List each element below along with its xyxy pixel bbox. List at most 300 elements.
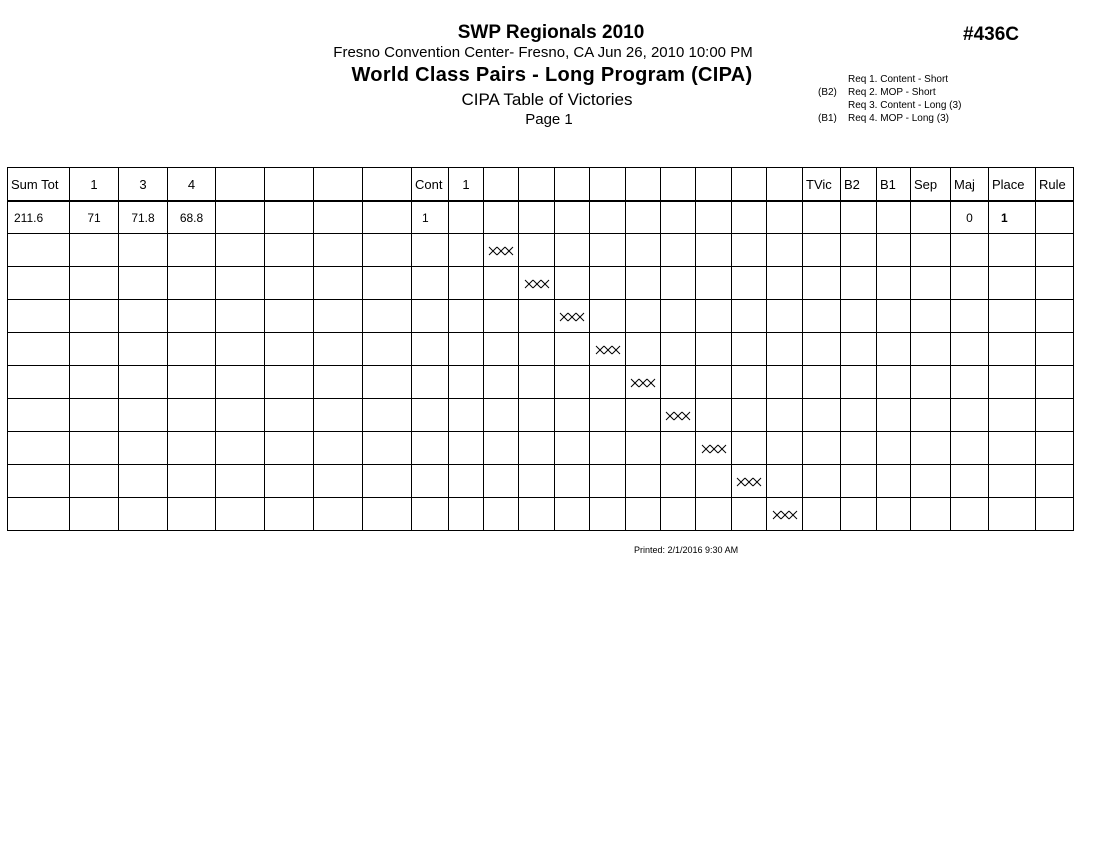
table-cell xyxy=(911,300,951,333)
table-cell xyxy=(696,465,732,498)
table-cell xyxy=(363,498,412,531)
table-cell xyxy=(314,267,363,300)
table-cell xyxy=(449,333,484,366)
table-cell xyxy=(168,465,216,498)
requirements-legend xyxy=(818,73,961,125)
table-cell xyxy=(661,333,696,366)
table-row xyxy=(8,267,1074,300)
table-cell xyxy=(911,399,951,432)
table-row xyxy=(8,201,1074,234)
table-cell xyxy=(412,465,449,498)
table-cell xyxy=(216,300,265,333)
table-cell: 1 xyxy=(412,201,449,234)
table-cell xyxy=(732,432,767,465)
table-cell xyxy=(911,498,951,531)
table-cell xyxy=(412,399,449,432)
table-cell xyxy=(519,267,555,300)
table-cell xyxy=(951,498,989,531)
table-cell xyxy=(314,366,363,399)
table-cell xyxy=(951,234,989,267)
table-cell xyxy=(8,498,70,531)
table-cell xyxy=(590,465,626,498)
table-cell xyxy=(1036,498,1074,531)
table-cell xyxy=(877,465,911,498)
table-cell xyxy=(412,498,449,531)
requirement-text: Req 2. MOP - Short xyxy=(848,87,936,98)
table-cell xyxy=(626,366,661,399)
table-cell xyxy=(484,234,519,267)
table-cell xyxy=(803,234,841,267)
table-cell xyxy=(732,399,767,432)
table-cell xyxy=(412,267,449,300)
table-cell xyxy=(8,300,70,333)
table-cell xyxy=(661,267,696,300)
table-cell xyxy=(590,498,626,531)
table-header-cell xyxy=(484,168,519,202)
table-cell xyxy=(626,465,661,498)
table-header-cell: 4 xyxy=(168,168,216,202)
table-cell xyxy=(1036,399,1074,432)
table-cell xyxy=(989,498,1036,531)
table-cell xyxy=(877,399,911,432)
table-cell xyxy=(555,399,590,432)
table-cell xyxy=(841,234,877,267)
table-cell xyxy=(696,234,732,267)
table-cell xyxy=(1036,201,1074,234)
table-cell xyxy=(119,333,168,366)
table-cell xyxy=(519,399,555,432)
table-cell xyxy=(732,234,767,267)
table-cell xyxy=(911,267,951,300)
table-cell xyxy=(449,399,484,432)
table-cell xyxy=(70,432,119,465)
table-cell xyxy=(265,300,314,333)
table-cell xyxy=(951,366,989,399)
table-cell xyxy=(168,432,216,465)
table-cell xyxy=(519,300,555,333)
table-cell xyxy=(314,300,363,333)
table-cell xyxy=(803,432,841,465)
table-cell xyxy=(626,201,661,234)
event-title: SWP Regionals 2010 xyxy=(457,22,645,43)
table-cell xyxy=(767,201,803,234)
table-cell xyxy=(70,267,119,300)
table-cell xyxy=(449,498,484,531)
requirement-item xyxy=(818,99,961,112)
table-cell xyxy=(767,234,803,267)
table-header-cell xyxy=(216,168,265,202)
table-cell xyxy=(484,333,519,366)
table-cell xyxy=(168,234,216,267)
table-cell xyxy=(216,333,265,366)
table-cell xyxy=(484,201,519,234)
table-cell xyxy=(911,432,951,465)
table-cell xyxy=(363,234,412,267)
requirement-text: Req 1. Content - Short xyxy=(848,74,949,85)
table-cell xyxy=(841,498,877,531)
table-cell xyxy=(449,300,484,333)
table-cell xyxy=(555,432,590,465)
requirement-item xyxy=(818,112,961,125)
table-cell xyxy=(363,300,412,333)
table-cell xyxy=(877,432,911,465)
table-cell xyxy=(168,267,216,300)
table-cell xyxy=(590,267,626,300)
table-header-cell: B1 xyxy=(877,168,911,202)
table-cell xyxy=(626,300,661,333)
table-cell xyxy=(265,234,314,267)
table-cell xyxy=(119,300,168,333)
table-cell: 0 xyxy=(951,201,989,234)
table-cell xyxy=(696,498,732,531)
table-cell xyxy=(803,498,841,531)
table-cell xyxy=(841,201,877,234)
xxx-mark xyxy=(595,345,621,355)
table-cell xyxy=(911,234,951,267)
table-cell xyxy=(951,465,989,498)
table-cell xyxy=(265,267,314,300)
table-header-cell xyxy=(661,168,696,202)
table-cell xyxy=(412,234,449,267)
table-header-cell: Sep xyxy=(911,168,951,202)
xxx-mark xyxy=(524,279,550,289)
xxx-mark xyxy=(772,510,798,520)
requirement-text: Req 4. MOP - Long (3) xyxy=(848,113,949,124)
table-cell xyxy=(8,234,70,267)
table-row xyxy=(8,399,1074,432)
table-cell xyxy=(363,399,412,432)
table-cell xyxy=(363,267,412,300)
table-cell xyxy=(8,465,70,498)
requirement-item xyxy=(818,86,961,99)
table-cell xyxy=(877,201,911,234)
table-cell xyxy=(314,201,363,234)
table-row xyxy=(8,300,1074,333)
table-cell xyxy=(119,234,168,267)
table-cell xyxy=(265,201,314,234)
table-cell: 71 xyxy=(70,201,119,234)
table-cell xyxy=(767,333,803,366)
table-cell xyxy=(732,498,767,531)
table-header-cell: Cont xyxy=(412,168,449,202)
table-cell xyxy=(626,432,661,465)
table-cell xyxy=(696,399,732,432)
table-cell xyxy=(841,333,877,366)
table-row xyxy=(8,465,1074,498)
table-cell xyxy=(590,234,626,267)
table-cell xyxy=(696,300,732,333)
table-cell xyxy=(951,333,989,366)
table-cell xyxy=(767,399,803,432)
table-cell xyxy=(590,432,626,465)
table-cell xyxy=(696,366,732,399)
table-cell xyxy=(265,465,314,498)
table-cell xyxy=(449,366,484,399)
table-cell xyxy=(519,465,555,498)
requirement-item xyxy=(818,73,961,86)
table-cell xyxy=(1036,366,1074,399)
table-cell xyxy=(168,498,216,531)
table-cell xyxy=(1036,432,1074,465)
table-cell xyxy=(803,366,841,399)
table-cell xyxy=(70,399,119,432)
table-cell xyxy=(803,465,841,498)
table-cell: 71.8 xyxy=(119,201,168,234)
table-cell xyxy=(1036,465,1074,498)
table-cell xyxy=(989,432,1036,465)
table-cell xyxy=(590,300,626,333)
table-cell xyxy=(732,333,767,366)
table-cell xyxy=(119,399,168,432)
table-cell xyxy=(732,366,767,399)
table-cell xyxy=(314,333,363,366)
table-cell xyxy=(363,333,412,366)
table-cell xyxy=(363,201,412,234)
table-header-cell: 3 xyxy=(119,168,168,202)
table-cell xyxy=(803,333,841,366)
table-cell xyxy=(767,465,803,498)
table-header-cell xyxy=(626,168,661,202)
table-cell xyxy=(216,366,265,399)
table-cell xyxy=(168,333,216,366)
table-header-cell xyxy=(555,168,590,202)
table-cell xyxy=(661,432,696,465)
page-number: Page 1 xyxy=(525,111,573,128)
table-row xyxy=(8,333,1074,366)
table-cell xyxy=(951,267,989,300)
table-cell xyxy=(661,399,696,432)
table-cell xyxy=(8,366,70,399)
xxx-mark xyxy=(701,444,727,454)
table-cell xyxy=(449,432,484,465)
table-cell xyxy=(877,234,911,267)
table-cell xyxy=(767,498,803,531)
table-cell: 211.6 xyxy=(8,201,70,234)
table-row xyxy=(8,432,1074,465)
table-cell xyxy=(590,366,626,399)
table-cell xyxy=(412,333,449,366)
table-cell xyxy=(314,432,363,465)
table-cell xyxy=(626,267,661,300)
table-cell xyxy=(803,399,841,432)
table-header-cell xyxy=(265,168,314,202)
table-cell xyxy=(519,333,555,366)
table-cell xyxy=(661,201,696,234)
table-cell xyxy=(70,333,119,366)
table-cell xyxy=(168,300,216,333)
table-row xyxy=(8,234,1074,267)
table-cell xyxy=(265,366,314,399)
table-cell xyxy=(877,498,911,531)
table-cell xyxy=(803,267,841,300)
table-cell xyxy=(168,366,216,399)
table-cell xyxy=(626,498,661,531)
table-cell xyxy=(314,465,363,498)
requirement-tag: (B2) xyxy=(818,87,837,98)
requirement-text: Req 3. Content - Long (3) xyxy=(848,100,962,111)
table-cell: 1 xyxy=(989,201,1036,234)
table-cell xyxy=(696,333,732,366)
table-cell xyxy=(590,201,626,234)
table-cell xyxy=(314,234,363,267)
table-cell xyxy=(265,432,314,465)
xxx-mark xyxy=(665,411,691,421)
table-header-cell xyxy=(519,168,555,202)
table-cell xyxy=(119,498,168,531)
table-header-cell xyxy=(363,168,412,202)
table-cell xyxy=(70,234,119,267)
table-cell xyxy=(841,300,877,333)
table-cell xyxy=(412,432,449,465)
table-cell xyxy=(911,201,951,234)
table-cell xyxy=(877,333,911,366)
table-cell xyxy=(449,267,484,300)
table-cell xyxy=(989,333,1036,366)
table-row xyxy=(8,366,1074,399)
table-cell xyxy=(555,366,590,399)
table-cell xyxy=(119,366,168,399)
table-cell xyxy=(265,498,314,531)
table-cell xyxy=(911,333,951,366)
table-cell xyxy=(989,300,1036,333)
table-header-cell: Place xyxy=(989,168,1036,202)
table-cell xyxy=(8,333,70,366)
table-cell xyxy=(732,465,767,498)
table-cell xyxy=(555,234,590,267)
table-header-row xyxy=(8,168,1074,202)
table-cell xyxy=(555,465,590,498)
table-cell xyxy=(1036,300,1074,333)
table-cell xyxy=(363,432,412,465)
table-cell xyxy=(484,432,519,465)
table-cell xyxy=(484,300,519,333)
event-location-datetime: Fresno Convention Center- Fresno, CA Jun 26, 2010 10:00 PM xyxy=(333,44,753,61)
table-cell xyxy=(877,267,911,300)
table-cell xyxy=(951,399,989,432)
table-header-cell: Maj xyxy=(951,168,989,202)
table-cell xyxy=(911,366,951,399)
printed-timestamp: Printed: 2/1/2016 9:30 AM xyxy=(634,545,739,555)
table-cell xyxy=(412,366,449,399)
table-cell xyxy=(484,267,519,300)
table-cell xyxy=(661,234,696,267)
table-cell xyxy=(732,201,767,234)
table-cell xyxy=(519,432,555,465)
table-cell xyxy=(363,366,412,399)
table-cell xyxy=(696,432,732,465)
table-cell xyxy=(626,234,661,267)
requirement-tag: (B1) xyxy=(818,113,837,124)
table-cell xyxy=(216,201,265,234)
table-cell xyxy=(661,366,696,399)
table-cell xyxy=(1036,333,1074,366)
table-cell xyxy=(119,432,168,465)
table-cell xyxy=(70,366,119,399)
table-cell xyxy=(70,300,119,333)
table-cell xyxy=(1036,234,1074,267)
table-cell xyxy=(216,432,265,465)
xxx-mark xyxy=(488,246,514,256)
table-cell xyxy=(168,399,216,432)
table-header-cell: 1 xyxy=(449,168,484,202)
table-title: CIPA Table of Victories xyxy=(461,90,633,109)
table-header-cell: TVic xyxy=(803,168,841,202)
table-cell xyxy=(1036,267,1074,300)
table-cell xyxy=(8,432,70,465)
table-cell xyxy=(803,300,841,333)
table-cell xyxy=(590,399,626,432)
table-cell xyxy=(216,399,265,432)
table-header-cell xyxy=(314,168,363,202)
table-cell xyxy=(519,366,555,399)
table-cell xyxy=(484,498,519,531)
table-cell xyxy=(216,498,265,531)
table-header-cell: Rule xyxy=(1036,168,1074,202)
table-cell xyxy=(119,465,168,498)
table-cell xyxy=(989,399,1036,432)
table-cell xyxy=(216,234,265,267)
table-cell xyxy=(841,366,877,399)
table-cell xyxy=(70,465,119,498)
table-cell xyxy=(555,300,590,333)
table-cell xyxy=(989,267,1036,300)
table-header-cell: B2 xyxy=(841,168,877,202)
table-cell xyxy=(767,267,803,300)
table-header-cell: 1 xyxy=(70,168,119,202)
table-cell xyxy=(911,465,951,498)
table-cell xyxy=(519,498,555,531)
table-header-cell: Sum Tot xyxy=(8,168,70,202)
table-cell xyxy=(877,366,911,399)
table-cell xyxy=(449,234,484,267)
table-cell xyxy=(626,399,661,432)
table-cell: 68.8 xyxy=(168,201,216,234)
table-cell xyxy=(696,201,732,234)
xxx-mark xyxy=(630,378,656,388)
xxx-mark xyxy=(559,312,585,322)
table-cell xyxy=(951,432,989,465)
table-header-cell xyxy=(696,168,732,202)
table-cell xyxy=(841,267,877,300)
table-cell xyxy=(484,465,519,498)
table-cell xyxy=(767,300,803,333)
table-cell xyxy=(363,465,412,498)
table-cell xyxy=(555,267,590,300)
table-cell xyxy=(70,498,119,531)
table-cell xyxy=(590,333,626,366)
table-cell xyxy=(841,432,877,465)
table-cell xyxy=(841,399,877,432)
table-cell xyxy=(555,201,590,234)
program-title: World Class Pairs - Long Program (CIPA) xyxy=(351,64,753,86)
table-cell xyxy=(216,465,265,498)
table-cell xyxy=(841,465,877,498)
table-header-cell xyxy=(732,168,767,202)
table-cell xyxy=(989,465,1036,498)
table-cell xyxy=(626,333,661,366)
table-cell xyxy=(484,366,519,399)
table-cell xyxy=(696,267,732,300)
table-cell xyxy=(519,234,555,267)
table-cell xyxy=(951,300,989,333)
table-cell xyxy=(314,399,363,432)
table-cell xyxy=(519,201,555,234)
table-cell xyxy=(767,432,803,465)
event-number: #436C xyxy=(963,24,1019,45)
table-cell xyxy=(8,267,70,300)
table-cell xyxy=(661,300,696,333)
table-cell xyxy=(661,498,696,531)
